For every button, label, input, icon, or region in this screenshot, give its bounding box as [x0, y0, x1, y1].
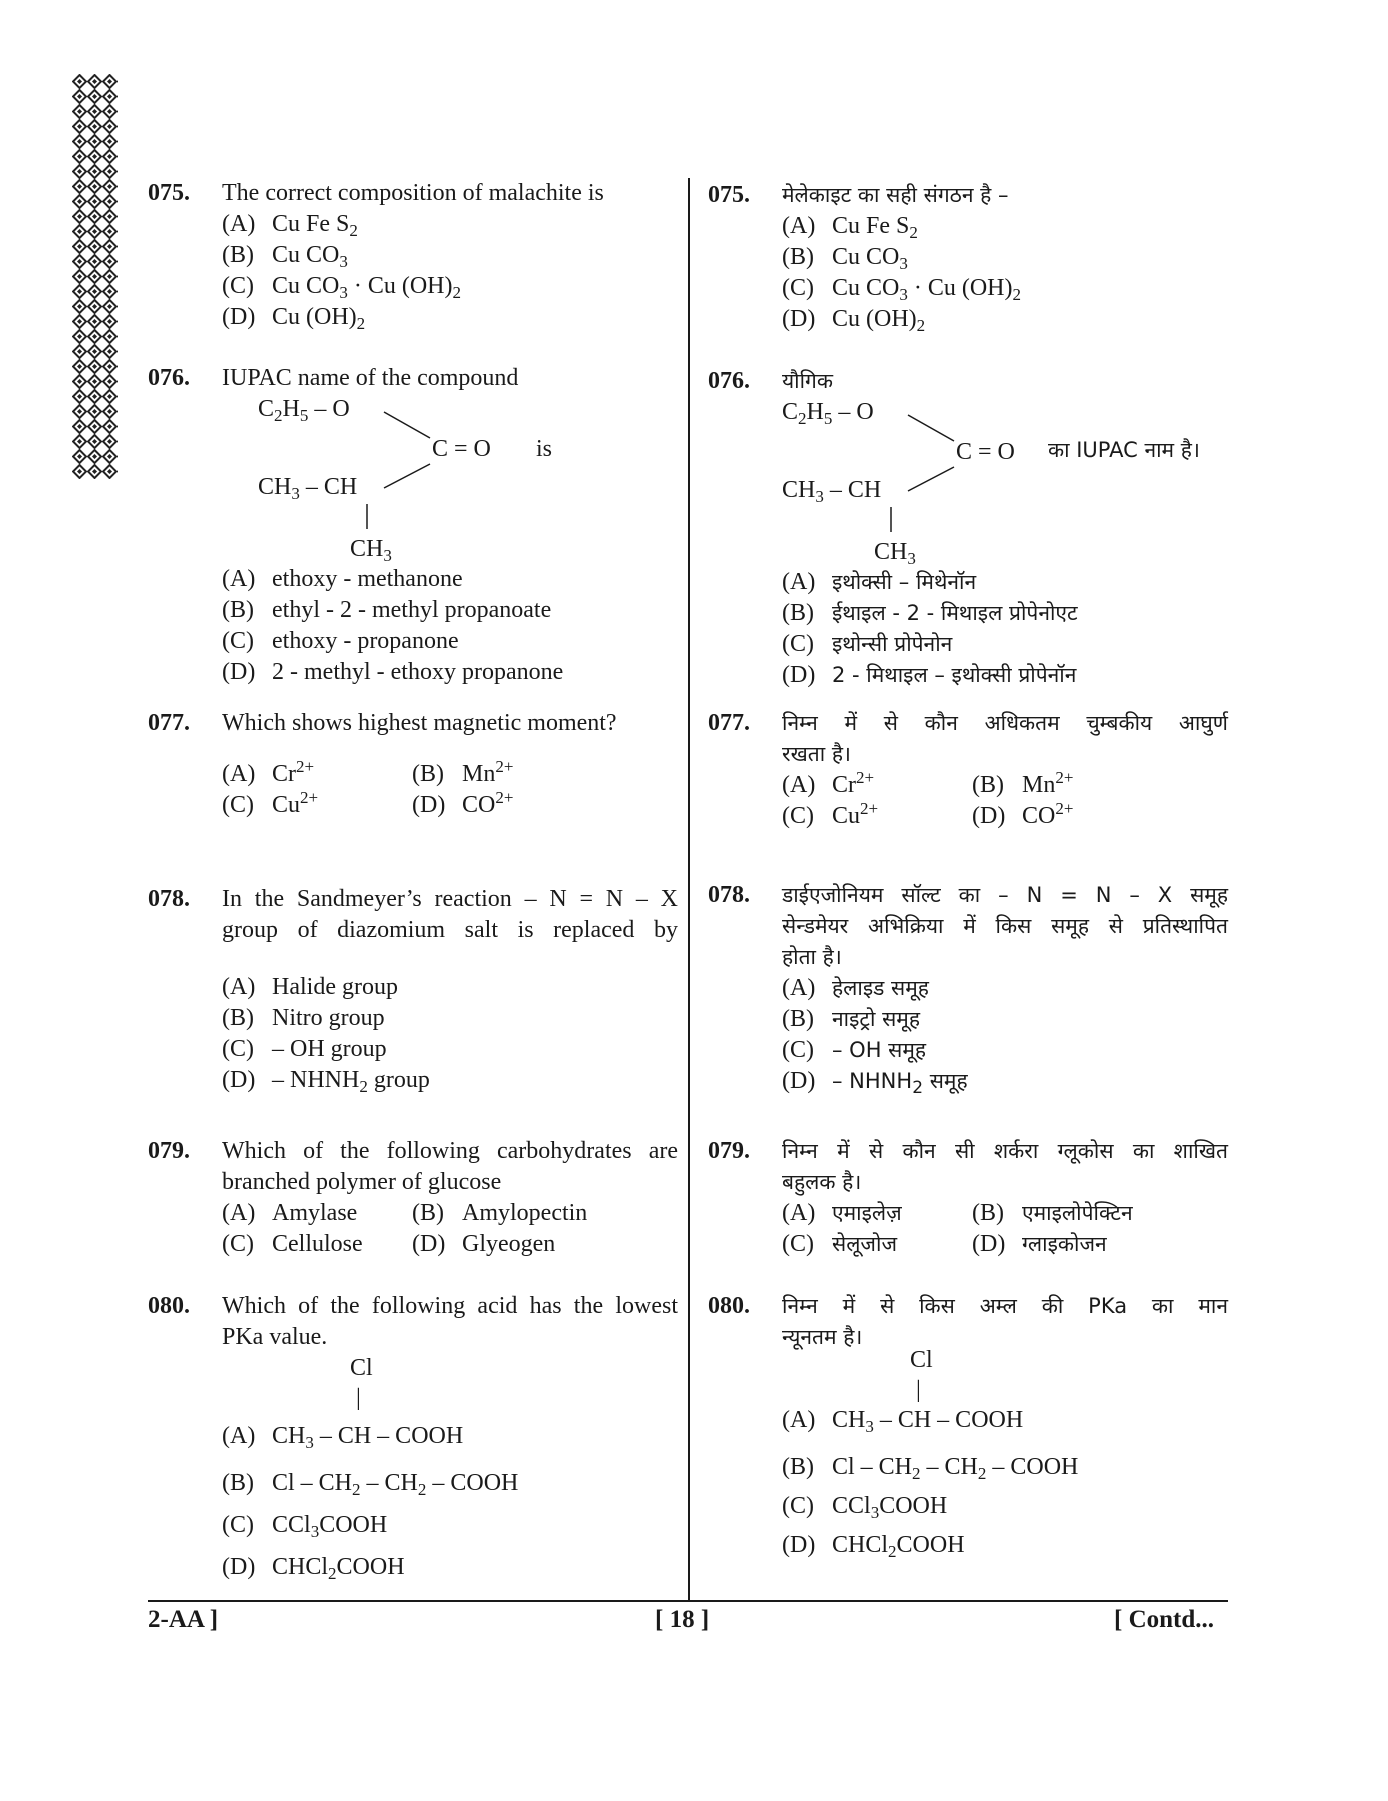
- column-divider: [688, 178, 690, 1600]
- option-a: (A) $Cr^{2+}$: [222, 757, 315, 787]
- structure-diagram: $C_2H_5$ – O C = O is $CH_3$ – CH $CH_3$: [222, 394, 678, 564]
- option-a: (A) $CH_3$ – CH – COOH: [782, 1407, 1024, 1436]
- question-number: 078.: [708, 882, 750, 908]
- question-text: The correct composition of malachite is: [222, 180, 604, 206]
- footer-contd: [ Contd...: [1114, 1606, 1215, 1633]
- option-b: (B) $Mn^{2+}$: [412, 757, 514, 787]
- footer-rule: [148, 1600, 1228, 1602]
- option-a: (A) हेलाइड समूह: [782, 975, 929, 1001]
- question-text-line2: सेन्डमेयर अभिक्रिया में किस समूह से प्रतिस्थापित: [782, 914, 1228, 938]
- option-b: (B) ethyl - 2 - methyl propanoate: [222, 597, 552, 623]
- question-text-line1: निम्न में से किस अम्ल की PKa का मान: [782, 1294, 1228, 1318]
- question-number: 077.: [708, 710, 750, 736]
- question-number: 077.: [148, 710, 190, 736]
- option-b: (B) Amylopectin: [412, 1200, 588, 1226]
- question-text-line3: होता है।: [782, 945, 842, 969]
- option-b: (B) Cu $CO_3$: [782, 244, 908, 273]
- question-text-line1: Which of the following acid has the lowest: [222, 1293, 678, 1319]
- question-075-en: [148, 178, 678, 333]
- option-b: (B) नाइट्रो समूह: [782, 1006, 921, 1032]
- question-number: 079.: [708, 1138, 750, 1164]
- option-b: (B) $Mn^{2+}$: [972, 768, 1074, 798]
- option-c: (C) $Cu^{2+}$: [222, 788, 319, 818]
- question-text-line1: In the Sandmeyer’s reaction – N = N – X: [222, 886, 678, 912]
- question-077-hi: [708, 708, 1228, 832]
- question-text-line1: निम्न में से कौन सी शर्करा ग्लूकोस का शाखित: [782, 1139, 1228, 1163]
- option-a: (A) Cu Fe $S_2$: [222, 211, 358, 240]
- option-b: (B) Cl – $CH_2 - CH_2$ – COOH: [222, 1470, 519, 1499]
- option-b: (B) एमाइलोपेक्टिन: [972, 1200, 1133, 1226]
- option-d: (D) Cu $(OH)_2$: [222, 304, 366, 333]
- side-pattern: [72, 74, 118, 479]
- question-text-line2: PKa value.: [222, 1324, 328, 1350]
- question-078-en: [148, 884, 678, 1096]
- footer-code: 2-AA ]: [148, 1606, 219, 1633]
- question-text-line2: रखता है।: [782, 742, 851, 766]
- option-d: (D) Glyeogen: [412, 1231, 556, 1257]
- question-number: 075.: [148, 180, 190, 206]
- option-a: (A) ethoxy - methanone: [222, 566, 463, 592]
- option-c: (C) CCl$_3$COOH: [222, 1512, 388, 1541]
- option-d: (D) 2 - मिथाइल – इथोक्सी प्रोपेनॉन: [782, 662, 1077, 688]
- question-number: 075.: [708, 182, 750, 208]
- question-text-line1: Which of the following carbohydrates are: [222, 1138, 678, 1164]
- question-076-hi: [708, 366, 1228, 691]
- option-c: (C) सेलूजोज: [782, 1231, 898, 1257]
- option-c: (C) Cellulose: [222, 1231, 363, 1257]
- option-c: (C) Cu $CO_3 \cdot Cu$ $(OH)_2$: [222, 273, 462, 302]
- question-077-en: [148, 708, 678, 821]
- option-b: (B) Cl – $CH_2 - CH_2$ – COOH: [782, 1454, 1079, 1483]
- bond-lines: [782, 397, 1102, 567]
- option-a: (A) Amylase: [222, 1200, 358, 1226]
- option-d: (D) $CO^{2+}$: [972, 799, 1074, 829]
- page-number: [ 18 ]: [655, 1606, 710, 1633]
- option-c: (C) इथोन्सी प्रोपेनोन: [782, 631, 953, 657]
- question-text: IUPAC name of the compound: [222, 365, 519, 391]
- option-a: (A) Cu Fe $S_2$: [782, 213, 918, 242]
- option-c: (C) $Cu^{2+}$: [782, 799, 879, 829]
- question-text-line2: branched polymer of glucose: [222, 1169, 502, 1195]
- question-075-hi: [708, 180, 1228, 335]
- question-080-en: [148, 1291, 678, 1583]
- question-text-line2: group of diazomium salt is replaced by: [222, 917, 678, 943]
- question-text: Which shows highest magnetic moment?: [222, 710, 617, 736]
- option-b: (B) Cu $CO_3$: [222, 242, 348, 271]
- option-d: (D) CHCl$_2$COOH: [782, 1532, 965, 1561]
- option-b: (B) ईथाइल - 2 - मिथाइल प्रोपेनोएट: [782, 600, 1078, 626]
- option-a: (A) $Cr^{2+}$: [782, 768, 875, 798]
- question-080-hi: [708, 1291, 1228, 1561]
- question-text-line1: डाईएजोनियम सॉल्ट का – N = N – X समूह: [782, 883, 1228, 907]
- option-d: (D) CHCl$_2$COOH: [222, 1554, 405, 1583]
- option-a: (A) इथोक्सी – मिथेनॉन: [782, 569, 977, 595]
- option-a: (A) $CH_3$ – CH – COOH: [222, 1423, 464, 1452]
- option-d: (D) ग्लाइकोजन: [972, 1231, 1107, 1257]
- option-c: (C) Cu $CO_3 \cdot Cu$ $(OH)_2$: [782, 275, 1022, 304]
- question-number: 076.: [708, 368, 750, 394]
- cl-substituent: Cl |: [350, 1355, 373, 1411]
- option-d: $(D) - NHNH_2$ समूह: [782, 1068, 968, 1098]
- question-text-line2: बहुलक है।: [782, 1170, 862, 1194]
- question-number: 080.: [708, 1293, 750, 1319]
- option-d: (D) Cu $(OH)_2$: [782, 306, 926, 335]
- option-d: $(D) - NHNH_2$ group: [222, 1067, 430, 1096]
- option-c: (C) ethoxy - propanone: [222, 628, 459, 654]
- option-a: (A) Halide group: [222, 974, 398, 1000]
- option-a: (A) एमाइलेज़: [782, 1200, 902, 1226]
- question-number: 076.: [148, 365, 190, 391]
- structure-diagram: $C_2H_5$ – O C = O का IUPAC नाम है। $CH_3$ – CH $CH_3$: [782, 399, 1200, 568]
- question-number: 079.: [148, 1138, 190, 1164]
- question-076-en: [148, 363, 678, 688]
- option-b: (B) Nitro group: [222, 1005, 385, 1031]
- question-079-hi: [708, 1136, 1228, 1260]
- question-text-line1: निम्न में से कौन अधिकतम चुम्बकीय आघुर्ण: [782, 711, 1228, 735]
- question-number: 080.: [148, 1293, 190, 1319]
- question-079-en: [148, 1136, 678, 1260]
- question-text: यौगिक: [782, 369, 834, 393]
- option-d: (D) $CO^{2+}$: [412, 788, 514, 818]
- option-c: (C) CCl$_3$COOH: [782, 1493, 948, 1522]
- option-d: (D) 2 - methyl - ethoxy propanone: [222, 659, 564, 685]
- bond-lines: [222, 394, 542, 564]
- question-number: 078.: [148, 886, 190, 912]
- question-text: मेलेकाइट का सही संगठन है –: [782, 183, 1009, 207]
- question-text-line2: न्यूनतम है।: [782, 1325, 863, 1349]
- cl-substituent: Cl |: [910, 1347, 933, 1403]
- option-c: (C) – OH group: [222, 1036, 387, 1062]
- question-078-hi: [708, 880, 1228, 1097]
- option-c: (C) – OH समूह: [782, 1037, 927, 1063]
